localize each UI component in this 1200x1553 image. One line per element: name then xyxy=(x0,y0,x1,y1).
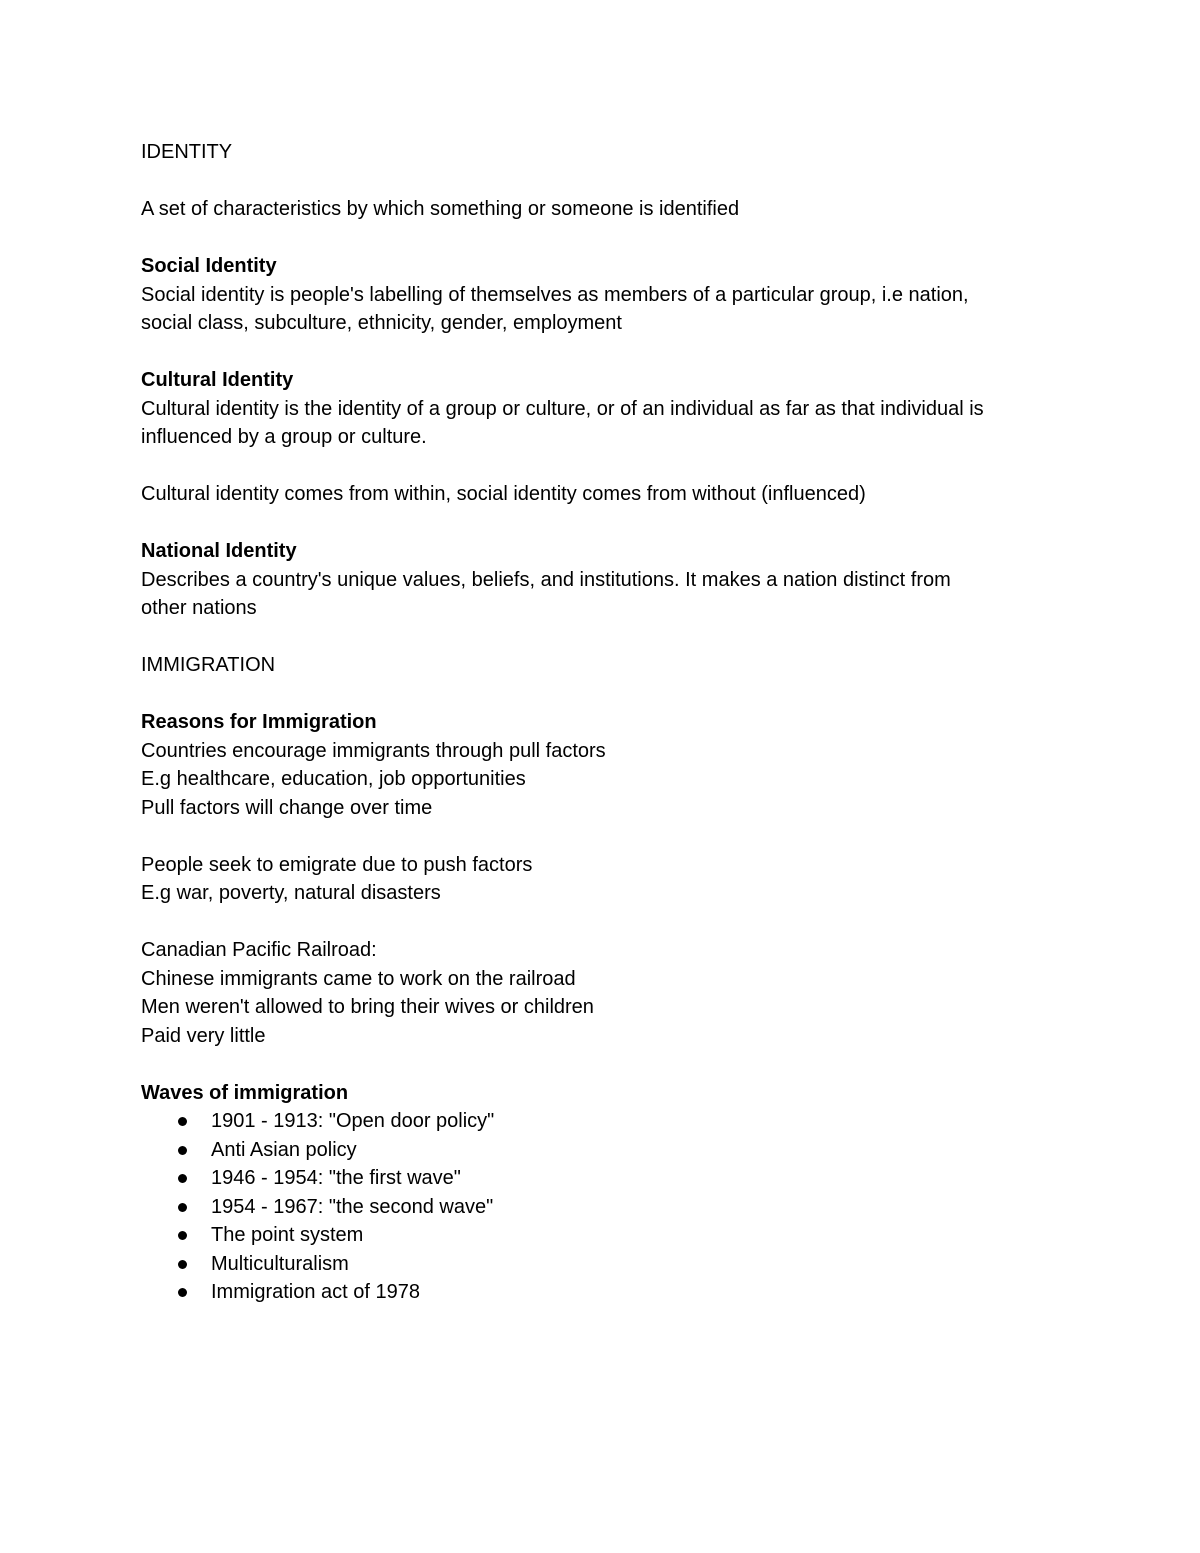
spacer xyxy=(141,1050,1071,1079)
list-item-text: Anti Asian policy xyxy=(211,1138,357,1161)
bullet-icon xyxy=(178,1203,187,1212)
bullet-icon xyxy=(178,1146,187,1155)
list-item xyxy=(141,1250,1071,1279)
railroad-line: Paid very little xyxy=(141,1024,266,1047)
cultural-identity-line: influenced by a group or culture. xyxy=(141,426,427,448)
bullet-icon xyxy=(178,1117,187,1126)
identity-definition: A set of characteristics by which something or someone is identified xyxy=(141,198,740,220)
list-item-text: 1946 - 1954: "the first wave" xyxy=(211,1167,461,1189)
list-item-text: 1954 - 1967: "the second wave" xyxy=(211,1195,494,1218)
railroad-line: Men weren't allowed to bring their wives or children xyxy=(141,996,594,1018)
bullet-icon xyxy=(178,1260,187,1269)
list-item xyxy=(141,1193,1071,1222)
heading-cultural-identity: Cultural Identity xyxy=(141,369,294,391)
railroad-line: Canadian Pacific Railroad: xyxy=(141,939,377,961)
list-item-text: Immigration act of 1978 xyxy=(211,1281,420,1303)
bullet-icon xyxy=(178,1231,187,1240)
spacer xyxy=(141,452,1071,481)
heading-reasons-for-immigration: Reasons for Immigration xyxy=(141,711,377,733)
section-title-identity: IDENTITY xyxy=(141,141,233,163)
national-identity-line: other nations xyxy=(141,597,257,619)
bullet-icon xyxy=(178,1174,187,1183)
spacer xyxy=(141,224,1071,253)
pull-factor-line: Pull factors will change over time xyxy=(141,796,433,819)
document-page xyxy=(141,138,1071,1307)
heading-waves-of-immigration: Waves of immigration xyxy=(141,1081,349,1104)
pull-factor-line: E.g healthcare, education, job opportunities xyxy=(141,768,526,790)
waves-list xyxy=(141,1107,1071,1307)
spacer xyxy=(141,623,1071,652)
heading-social-identity: Social Identity xyxy=(141,255,277,277)
push-factor-line: People seek to emigrate due to push factors xyxy=(141,853,533,876)
railroad-line: Chinese immigrants came to work on the railroad xyxy=(141,967,576,990)
spacer xyxy=(141,167,1071,196)
list-item xyxy=(141,1278,1071,1307)
list-item-text: Multiculturalism xyxy=(211,1252,349,1275)
social-identity-line: social class, subculture, ethnicity, gender, employment xyxy=(141,312,622,334)
bullet-icon xyxy=(178,1288,187,1297)
identity-comparison: Cultural identity comes from within, social identity comes from without (influenced) xyxy=(141,483,866,505)
cultural-identity-line: Cultural identity is the identity of a group or culture, or of an individual as far as that individual is xyxy=(141,397,984,420)
list-item xyxy=(141,1136,1071,1165)
push-factor-line: E.g war, poverty, natural disasters xyxy=(141,882,441,904)
list-item xyxy=(141,1107,1071,1136)
list-item-text: The point system xyxy=(211,1224,364,1246)
section-title-immigration: IMMIGRATION xyxy=(141,654,276,676)
pull-factor-line: Countries encourage immigrants through pull factors xyxy=(141,739,606,762)
national-identity-line: Describes a country's unique values, beliefs, and institutions. It makes a nation distinct from xyxy=(141,568,951,591)
spacer xyxy=(141,338,1071,367)
spacer xyxy=(141,509,1071,538)
spacer xyxy=(141,822,1071,851)
social-identity-line: Social identity is people's labelling of themselves as members of a particular group, i.e nation, xyxy=(141,283,969,306)
list-item-text: 1901 - 1913: "Open door policy" xyxy=(211,1110,495,1132)
list-item xyxy=(141,1164,1071,1193)
spacer xyxy=(141,680,1071,709)
list-item xyxy=(141,1221,1071,1250)
heading-national-identity: National Identity xyxy=(141,540,297,562)
spacer xyxy=(141,908,1071,937)
